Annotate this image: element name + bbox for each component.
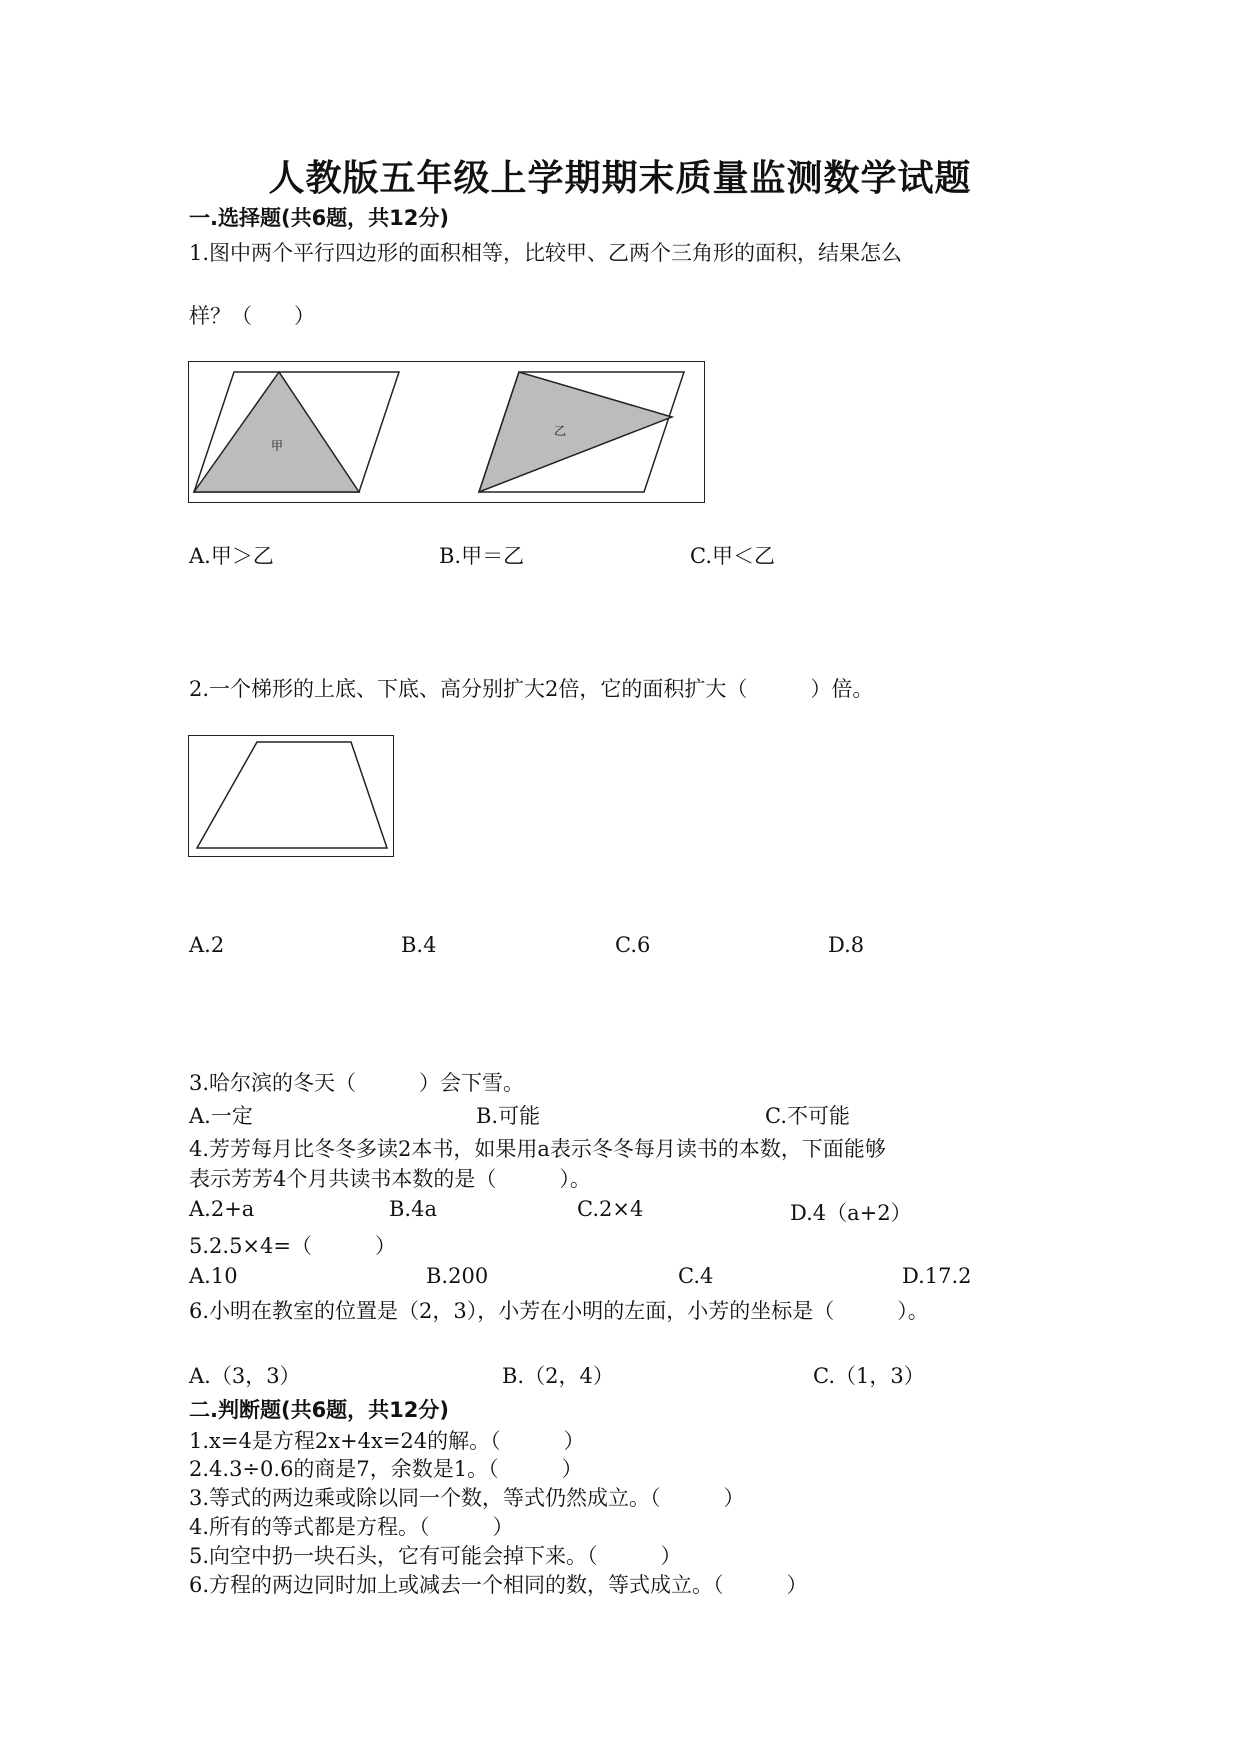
q2-text: 2.一个梯形的上底、下底、高分别扩大2倍，它的面积扩大（ ）倍。 xyxy=(189,677,874,701)
q5-option-d[interactable]: D.17.2 xyxy=(902,1264,972,1288)
section-heading-judgement: 二.判断题(共6题，共12分) xyxy=(189,1398,450,1422)
page-title: 人教版五年级上学期期末质量监测数学试题 xyxy=(268,157,972,199)
section-heading-choice: 一.选择题(共6题，共12分) xyxy=(189,206,450,230)
q1-text-line1: 1.图中两个平行四边形的面积相等，比较甲、乙两个三角形的面积，结果怎么 xyxy=(189,241,903,265)
judge-item-4: 4.所有的等式都是方程。（ ） xyxy=(189,1515,514,1539)
q2-option-d[interactable]: D.8 xyxy=(828,933,865,957)
q2-option-b[interactable]: B.4 xyxy=(401,933,437,957)
q4-option-c[interactable]: C.2×4 xyxy=(577,1197,644,1221)
q4-option-d[interactable]: D.4（a+2） xyxy=(790,1201,912,1225)
triangle-yi xyxy=(479,372,672,492)
q3-text: 3.哈尔滨的冬天（ ）会下雪。 xyxy=(189,1071,525,1095)
q5-option-b[interactable]: B.200 xyxy=(426,1264,489,1288)
q2-option-c[interactable]: C.6 xyxy=(615,933,651,957)
q4-text-line1: 4.芳芳每月比冬冬多读2本书，如果用a表示冬冬每月读书的本数，下面能够 xyxy=(189,1137,886,1161)
label-jia: 甲 xyxy=(271,439,284,453)
q1-text-line2: 样？（ ） xyxy=(189,304,315,328)
q1-figure-svg xyxy=(189,362,704,502)
judge-item-3: 3.等式的两边乘或除以同一个数，等式仍然成立。（ ） xyxy=(189,1486,745,1510)
trapezoid xyxy=(197,742,387,848)
q6-option-b[interactable]: B.（2，4） xyxy=(502,1364,614,1388)
triangle-jia xyxy=(194,372,359,492)
q1-option-b[interactable]: B.甲＝乙 xyxy=(439,544,525,568)
q3-option-c[interactable]: C.不可能 xyxy=(765,1104,850,1128)
judge-item-6: 6.方程的两边同时加上或减去一个相同的数，等式成立。（ ） xyxy=(189,1573,808,1597)
q5-text: 5.2.5×4=（ ） xyxy=(189,1234,396,1258)
q2-figure-trapezoid xyxy=(188,735,394,857)
q5-option-c[interactable]: C.4 xyxy=(678,1264,714,1288)
q1-option-c[interactable]: C.甲＜乙 xyxy=(690,544,775,568)
q2-figure-svg xyxy=(189,736,393,856)
q4-option-b[interactable]: B.4a xyxy=(389,1197,437,1221)
q3-option-b[interactable]: B.可能 xyxy=(476,1104,541,1128)
judge-item-2: 2.4.3÷0.6的商是7，余数是1。（ ） xyxy=(189,1457,583,1481)
q4-text-line2: 表示芳芳4个月共读书本数的是（ ）。 xyxy=(189,1167,591,1191)
q6-option-a[interactable]: A.（3，3） xyxy=(189,1364,301,1388)
q2-option-a[interactable]: A.2 xyxy=(189,933,225,957)
q4-option-a[interactable]: A.2+a xyxy=(189,1197,255,1221)
q3-option-a[interactable]: A.一定 xyxy=(189,1104,253,1128)
q6-text: 6.小明在教室的位置是（2，3），小芳在小明的左面，小芳的坐标是（ ）。 xyxy=(189,1299,929,1323)
judge-item-1: 1.x=4是方程2x+4x=24的解。（ ） xyxy=(189,1429,585,1453)
q1-option-a[interactable]: A.甲＞乙 xyxy=(189,544,274,568)
q5-option-a[interactable]: A.10 xyxy=(189,1264,238,1288)
q1-figure-parallelograms xyxy=(188,361,705,503)
judge-item-5: 5.向空中扔一块石头，它有可能会掉下来。（ ） xyxy=(189,1544,682,1568)
label-yi: 乙 xyxy=(554,424,567,438)
q6-option-c[interactable]: C.（1，3） xyxy=(813,1364,925,1388)
